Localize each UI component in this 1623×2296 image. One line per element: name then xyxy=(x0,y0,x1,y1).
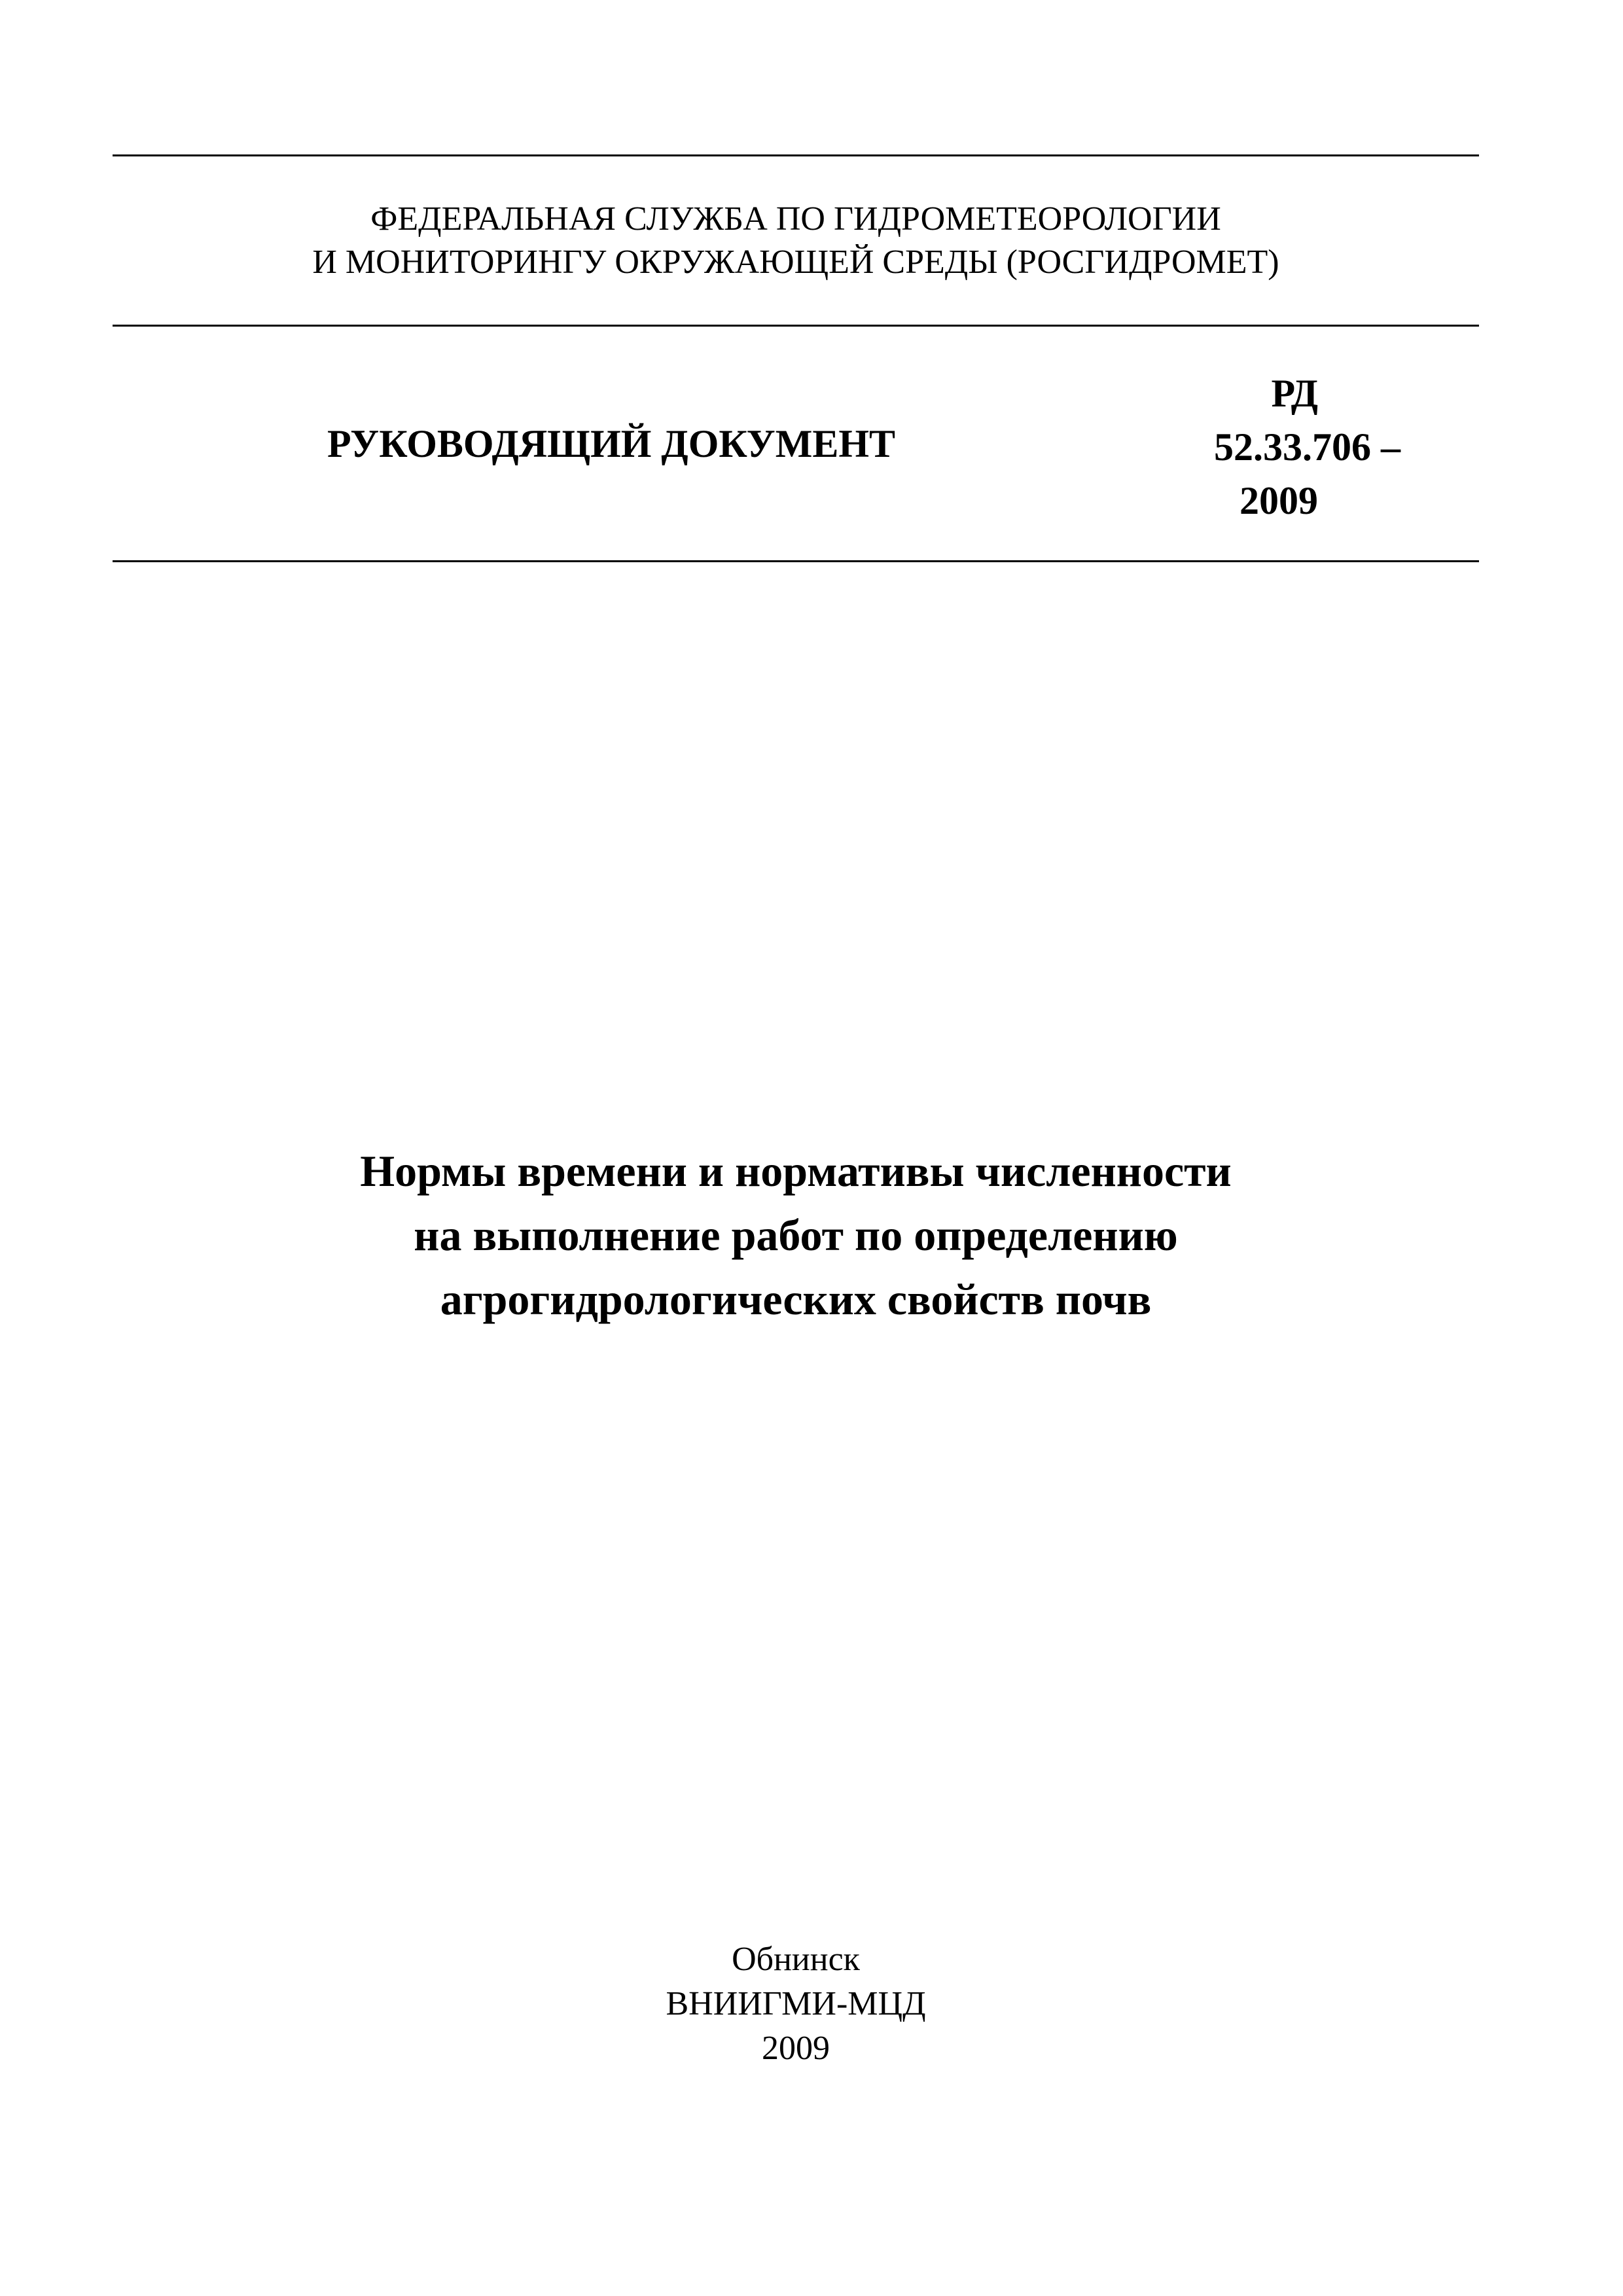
organization-header xyxy=(113,198,1479,284)
document-title xyxy=(113,1139,1479,1331)
document-type: РУКОВОДЯЩИЙ ДОКУМЕНТ xyxy=(327,422,896,465)
document-title-line-1: Нормы времени и нормативы численности xyxy=(360,1146,1232,1196)
document-title-line-3: агрогидрологических свойств почв xyxy=(440,1274,1152,1324)
bottom-rule xyxy=(113,560,1479,562)
organization-line-1: ФЕДЕРАЛЬНАЯ СЛУЖБА ПО ГИДРОМЕТЕОРОЛОГИИ xyxy=(370,200,1221,238)
middle-rule xyxy=(113,325,1479,327)
organization-line-2: И МОНИТОРИНГУ ОКРУЖАЮЩЕЙ СРЕДЫ (РОСГИДРОМЕТ) xyxy=(312,243,1279,281)
document-title-line-2: на выполнение работ по определению xyxy=(414,1210,1178,1260)
imprint-publisher: ВНИИГМИ-МЦД xyxy=(666,1985,926,2022)
imprint-year: 2009 xyxy=(762,2030,830,2067)
document-number xyxy=(1139,367,1400,528)
document-number-line-1: РД xyxy=(1271,372,1318,415)
imprint xyxy=(113,1937,1479,2071)
top-rule xyxy=(113,154,1479,156)
document-number-line-2: 52.33.706 – xyxy=(1214,425,1400,469)
imprint-city: Обнинск xyxy=(732,1941,860,1978)
document-number-line-3: 2009 xyxy=(1240,479,1318,522)
